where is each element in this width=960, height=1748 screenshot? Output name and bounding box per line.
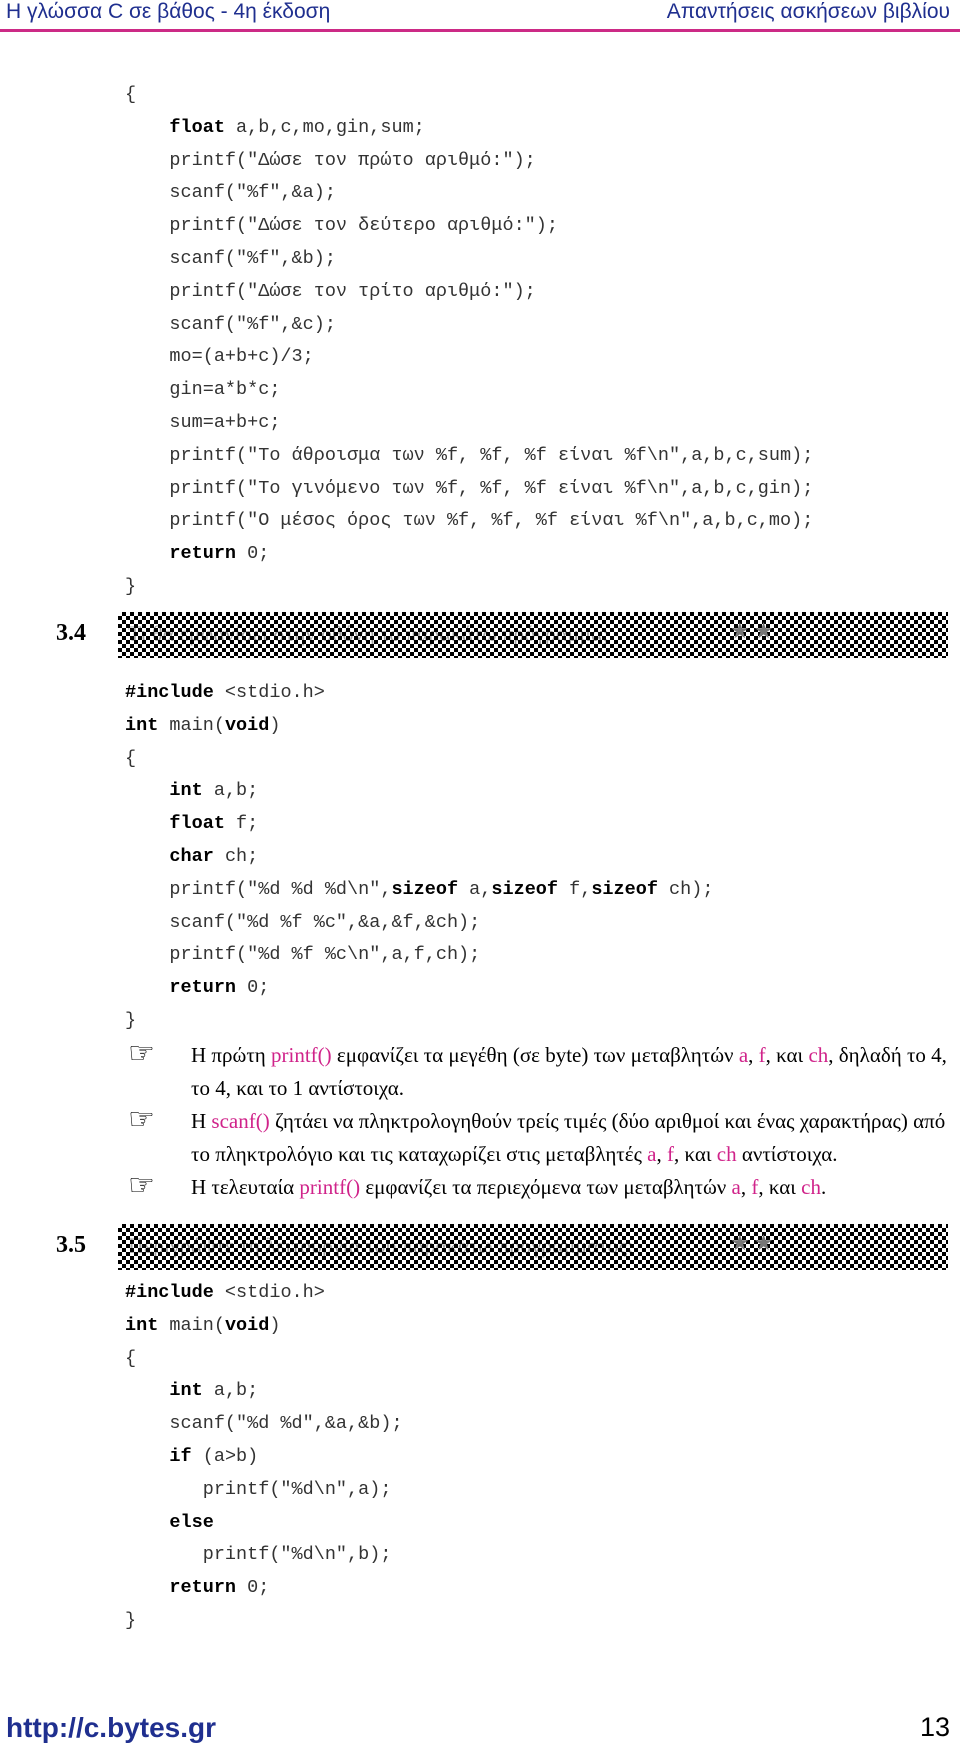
- code-keyword: int: [169, 780, 203, 802]
- code-text: [125, 543, 169, 564]
- note-segment: , και: [758, 1175, 802, 1199]
- code-keyword: char: [169, 845, 214, 867]
- highlighted-term: ch: [808, 1043, 829, 1067]
- code-line: [125, 79, 813, 112]
- note-segment: .: [821, 1175, 827, 1199]
- code-line: [125, 1277, 403, 1310]
- code-keyword: sizeof: [491, 878, 559, 900]
- note-segment: ,: [740, 1175, 752, 1199]
- code-text: printf("Ο μέσος όρος των %f, %f, %f είναι %f\n",a,b,c,mo);: [125, 510, 814, 532]
- highlighted-term: f: [758, 1043, 766, 1067]
- code-line: [125, 710, 713, 743]
- code-line: [125, 1572, 403, 1605]
- code-text: {: [125, 1347, 137, 1369]
- code-keyword: return: [169, 543, 237, 565]
- note-segment: Η πρώτη: [191, 1043, 271, 1067]
- code-line: [125, 505, 813, 538]
- code-line: [125, 1474, 403, 1507]
- code-line: [125, 1441, 403, 1474]
- code-text: scanf("%f",&a);: [125, 182, 336, 204]
- note-segment: εμφανίζει τα περιεχόμενα των μεταβλητών: [360, 1175, 732, 1199]
- code-text: printf("Δώσε τον δεύτερο αριθμό:");: [125, 215, 558, 237]
- code-text: scanf("%f",&c);: [125, 313, 336, 335]
- exercise-number: 3.4: [56, 620, 86, 646]
- code-text: printf("Δώσε τον πρώτο αριθμό:");: [125, 149, 536, 171]
- code-text: }: [125, 575, 137, 597]
- code-text: printf("Το άθροισμα των %f, %f, %f είναι %f\n",a,b,c,sum);: [125, 444, 814, 466]
- code-line: [125, 407, 813, 440]
- code-keyword: int: [125, 1314, 159, 1336]
- code-text: mo=(a+b+c)/3;: [125, 346, 314, 368]
- code-line: [125, 243, 813, 276]
- note-segment: , δηλαδή το 4, το 4, και το 1 αντίστοιχα.: [191, 1043, 947, 1100]
- header-divider: [0, 29, 960, 32]
- code-text: }: [125, 1609, 137, 1631]
- code-text: scanf("%d %f %c",&a,&f,&ch);: [125, 911, 481, 933]
- code-text: 0;: [236, 1577, 270, 1599]
- pointing-hand-icon: ☞: [128, 1036, 155, 1071]
- highlighted-term: f: [666, 1142, 674, 1166]
- code-block-3: [125, 1277, 403, 1638]
- code-text: gin=a*b*c;: [125, 379, 281, 401]
- code-line: [125, 1507, 403, 1540]
- code-line: [125, 538, 813, 571]
- code-keyword: int: [169, 1380, 203, 1402]
- code-text: printf("%d\n",b);: [125, 1544, 392, 1566]
- note-segment: αντίστοιχα.: [736, 1142, 838, 1166]
- exercise-prompt: Περιγράψτε τη λειτουργία του παρακάτω προγράμματος:: [128, 1233, 634, 1258]
- code-text: a,: [458, 878, 492, 900]
- code-line: [125, 775, 713, 808]
- section-title: Απαντήσεις ασκήσεων βιβλίου: [666, 0, 950, 23]
- note-segment: ,: [748, 1043, 759, 1067]
- exercise-number: 3.5: [56, 1232, 86, 1258]
- code-line: [125, 677, 713, 710]
- code-text: a,b,c,mo,gin,sum;: [224, 116, 425, 138]
- code-line: [125, 210, 813, 243]
- code-line: [125, 177, 813, 210]
- code-line: [125, 907, 713, 940]
- code-text: {: [125, 747, 137, 769]
- code-line: [125, 841, 713, 874]
- code-line: [125, 808, 713, 841]
- highlighted-term: a: [731, 1175, 741, 1199]
- code-keyword: else: [169, 1511, 214, 1533]
- code-text: [125, 1446, 169, 1467]
- code-line: [125, 1343, 403, 1376]
- code-text: <stdio.h>: [213, 1282, 325, 1303]
- code-keyword: sizeof: [591, 878, 658, 900]
- code-keyword: void: [224, 1314, 270, 1336]
- code-line: [125, 972, 713, 1005]
- code-text: main(: [158, 714, 225, 736]
- code-line: [125, 1605, 403, 1638]
- note-segment: , και: [765, 1043, 809, 1067]
- code-line: [125, 939, 713, 972]
- code-line: [125, 112, 813, 145]
- note-segment: ζητάει να πληκτρολογηθούν τρείς τιμές (δύο αριθμοί και ένας χαρακτήρας) από το πληκτρολόγιο και τις καταχωρίζει στις μεταβλητές: [191, 1109, 946, 1166]
- highlighted-term: ch: [801, 1175, 821, 1199]
- code-text: <stdio.h>: [213, 682, 325, 703]
- highlighted-term: printf(): [299, 1175, 361, 1199]
- code-line: [125, 743, 713, 776]
- code-text: printf("Το γινόμενο των %f, %f, %f είναι %f\n",a,b,c,gin);: [125, 477, 814, 499]
- code-line: [125, 1539, 403, 1572]
- code-text: [125, 117, 169, 138]
- code-keyword: return: [169, 977, 237, 999]
- difficulty-stars: ★★: [730, 619, 778, 644]
- exercise-3-5: [0, 1224, 960, 1270]
- note-segment: εμφανίζει τα μεγέθη (σε byte) των μεταβλητών: [331, 1043, 739, 1067]
- highlighted-term: scanf(): [211, 1109, 270, 1133]
- highlighted-term: printf(): [271, 1043, 332, 1067]
- highlighted-term: a: [738, 1043, 749, 1067]
- code-text: scanf("%f",&b);: [125, 247, 336, 269]
- code-text: ): [269, 1314, 281, 1336]
- code-text: [125, 846, 169, 867]
- code-text: printf("%d %d %d\n",: [125, 878, 392, 900]
- code-keyword: #include: [125, 682, 214, 703]
- code-line: [125, 1408, 403, 1441]
- code-text: printf("%d\n",a);: [125, 1478, 392, 1500]
- code-text: ch);: [657, 878, 714, 900]
- code-text: ch;: [213, 845, 259, 867]
- code-text: [125, 813, 169, 834]
- code-keyword: float: [169, 116, 225, 138]
- code-text: scanf("%d %d",&a,&b);: [125, 1413, 403, 1435]
- note-text: [191, 1039, 960, 1105]
- code-line: [125, 145, 813, 178]
- code-text: [125, 1380, 169, 1401]
- note-segment: Η τελευταία: [191, 1175, 300, 1199]
- note-text: [191, 1171, 960, 1204]
- code-line: [125, 276, 813, 309]
- code-line: [125, 1310, 403, 1343]
- code-block-1: [125, 79, 813, 604]
- code-text: [125, 1577, 169, 1598]
- code-keyword: return: [169, 1577, 237, 1599]
- code-text: sum=a+b+c;: [125, 411, 281, 433]
- code-text: 0;: [236, 977, 270, 999]
- code-line: [125, 874, 713, 907]
- code-text: f,: [558, 878, 592, 900]
- code-line: [125, 1005, 713, 1038]
- code-keyword: int: [125, 714, 159, 736]
- note-segment: Η: [191, 1109, 212, 1133]
- code-text: (a>b): [191, 1445, 259, 1467]
- code-text: main(: [158, 1314, 225, 1336]
- code-keyword: float: [169, 813, 225, 835]
- page-number: 13: [919, 1712, 950, 1742]
- code-text: printf("Δώσε τον τρίτο αριθμό:");: [125, 280, 536, 302]
- highlighted-term: ch: [716, 1142, 737, 1166]
- pointing-hand-icon: ☞: [128, 1168, 155, 1203]
- book-title: Η γλώσσα C σε βάθος - 4η έκδοση: [6, 0, 331, 23]
- exercise-3-4: [0, 612, 960, 658]
- note-segment: ,: [656, 1142, 667, 1166]
- code-line: [125, 473, 813, 506]
- code-text: [125, 977, 169, 998]
- code-line: [125, 571, 813, 604]
- code-text: printf("%d %f %c\n",a,f,ch);: [125, 944, 481, 966]
- code-text: a,b;: [202, 1380, 259, 1402]
- code-text: ): [269, 714, 281, 736]
- code-line: [125, 440, 813, 473]
- code-text: f;: [224, 813, 259, 835]
- code-text: a,b;: [202, 780, 259, 802]
- pointing-hand-icon: ☞: [128, 1102, 155, 1137]
- code-line: [125, 1375, 403, 1408]
- code-keyword: #include: [125, 1282, 214, 1303]
- code-line: [125, 309, 813, 342]
- exercise-prompt: Τι θα εμφανίσει στην οθόνη το παρακάτω πρόγραμμα;: [128, 621, 609, 646]
- code-keyword: if: [169, 1445, 192, 1467]
- highlighted-term: a: [647, 1142, 657, 1166]
- note-segment: , και: [673, 1142, 717, 1166]
- code-text: 0;: [236, 543, 270, 565]
- highlighted-term: f: [751, 1175, 759, 1199]
- code-line: [125, 374, 813, 407]
- code-text: [125, 780, 169, 801]
- code-block-2: [125, 677, 713, 1038]
- code-keyword: sizeof: [391, 878, 459, 900]
- code-text: }: [125, 1009, 137, 1031]
- note-text: [191, 1105, 960, 1171]
- difficulty-stars: ★★: [730, 1231, 778, 1256]
- code-text: [125, 1512, 169, 1533]
- code-text: {: [125, 84, 137, 105]
- site-url-link[interactable]: http://c.bytes.gr: [6, 1712, 217, 1743]
- page-header: [0, 0, 960, 30]
- code-line: [125, 341, 813, 374]
- code-keyword: void: [224, 714, 270, 736]
